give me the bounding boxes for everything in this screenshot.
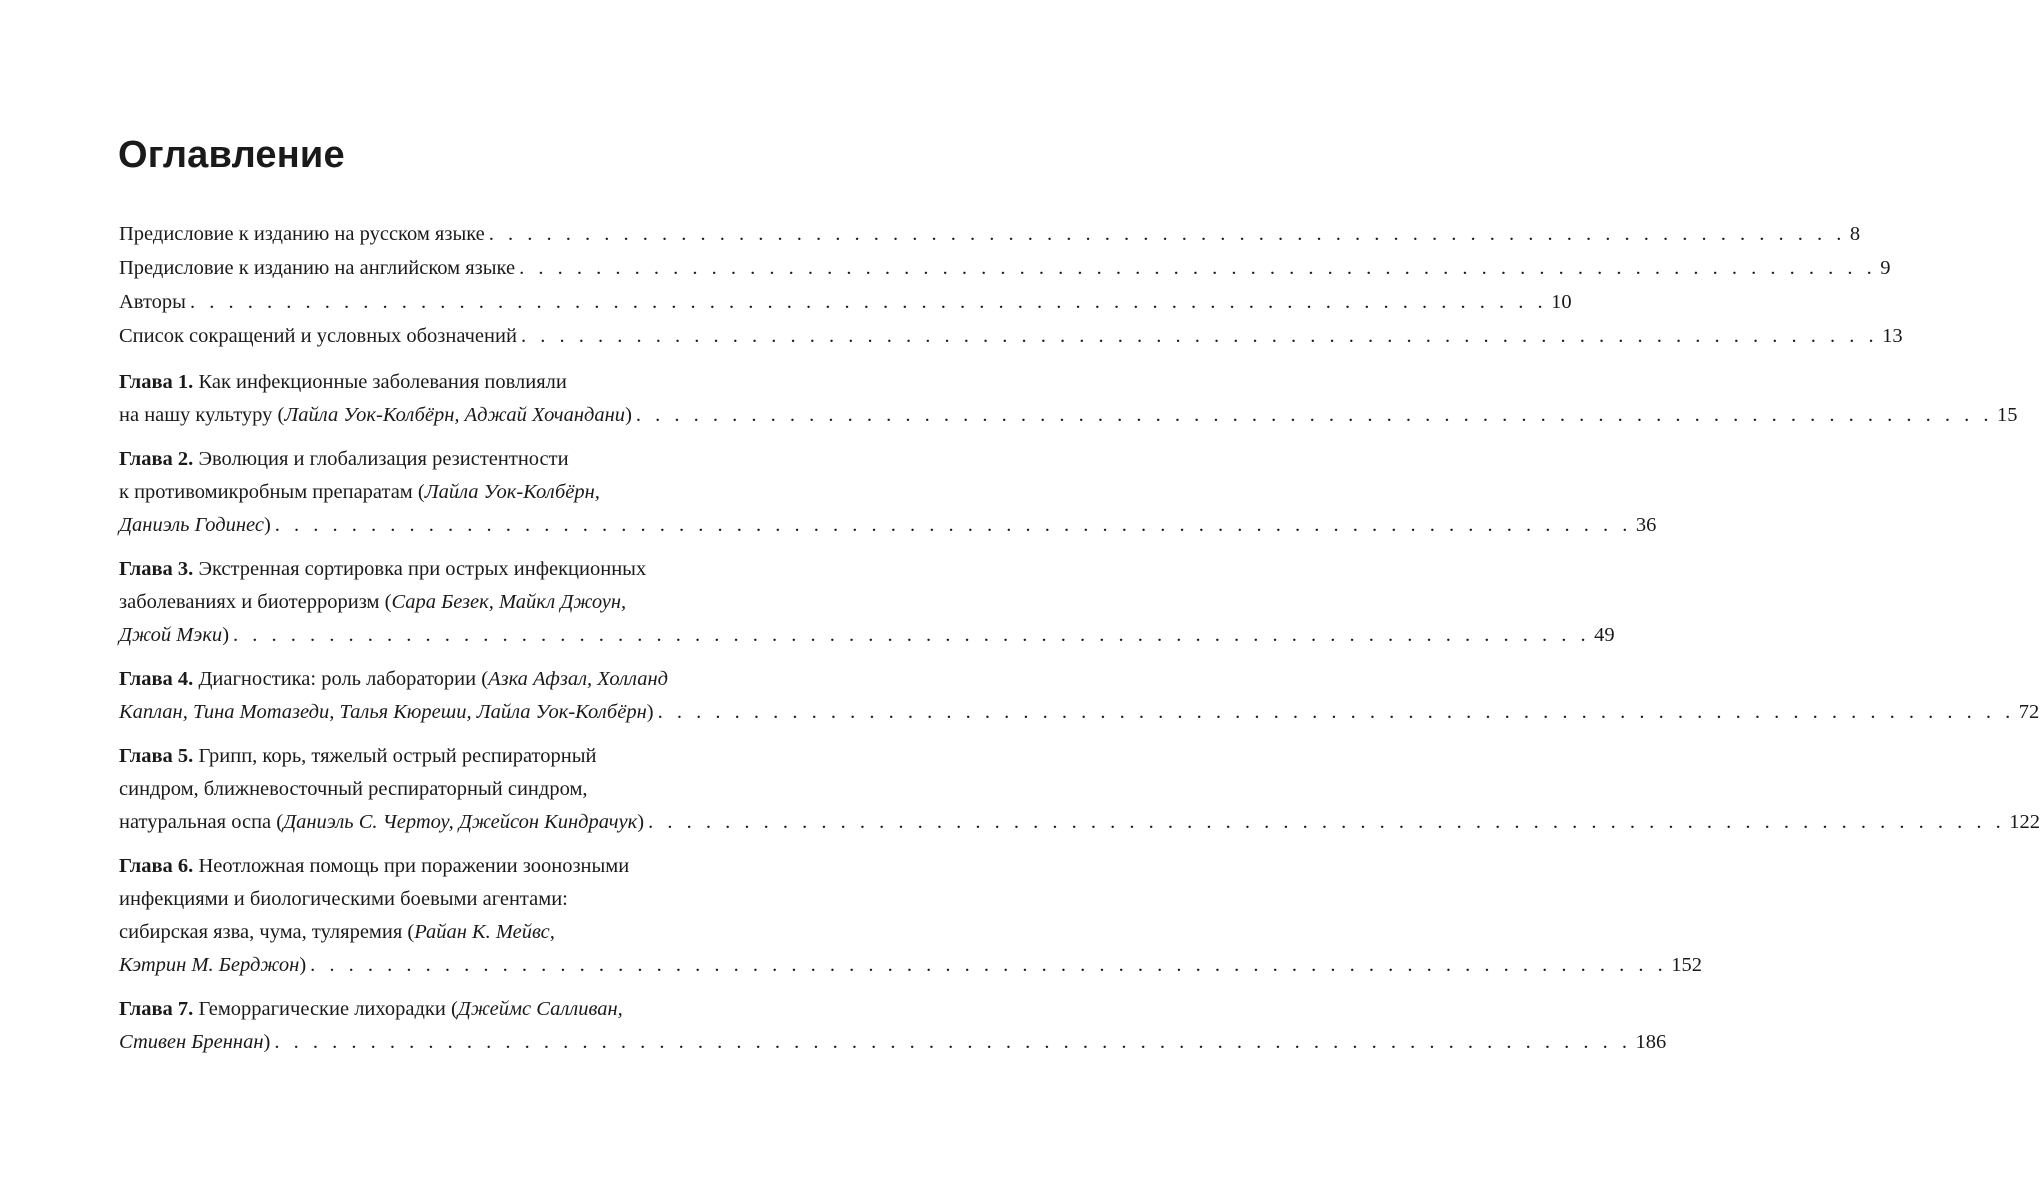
chapter-title: Экстренная сортировка при острых инфекционных xyxy=(198,558,647,580)
chapter-title-cont: инфекциями и биологическими боевыми агентами: xyxy=(119,888,568,910)
chapter-title-cont: к противомикробным препаратам ( xyxy=(119,481,425,503)
chapter-authors-cont: Джой Мэки xyxy=(119,624,223,646)
toc-page-number: 8 xyxy=(1849,223,1861,245)
toc-page-number: 9 xyxy=(1880,257,1891,279)
chapter-title-cont: сибирская язва, чума, туляремия ( xyxy=(119,921,415,943)
toc-entry-label: Список сокращений и условных обозначений xyxy=(119,325,517,347)
toc-entry-abbreviations[interactable] xyxy=(119,320,1903,354)
toc-chapter-6[interactable] xyxy=(119,850,1703,982)
chapter-number: Глава 1. xyxy=(119,371,194,393)
chapter-number: Глава 3. xyxy=(119,558,194,580)
chapter-number: Глава 4. xyxy=(119,668,194,690)
chapter-authors-cont: Кэтрин М. Берджон xyxy=(119,954,300,976)
toc-chapter-5[interactable] xyxy=(119,740,2040,839)
closing-paren: ) xyxy=(222,624,230,646)
chapter-authors-cont: Каплан, Тина Мотазеди, Талья Кюреши, Лайла Уок-Колбёрн xyxy=(119,701,647,723)
dot-leader: . . . . . . . . . . . . . . . . . . . . . . . . . . . . . . . . . . . . . . . . . . . . . . . . . . . . . . . . . . . . . . . . . . . . . . . xyxy=(648,811,2006,833)
dot-leader: . . . . . . . . . . . . . . . . . . . . . . . . . . . . . . . . . . . . . . . . . . . . . . . . . . . . . . . . . . . . . . . . . . . . . . . xyxy=(520,325,1879,347)
chapter-authors: Райан К. Мейвс, xyxy=(414,921,555,943)
toc-page-number: 122 xyxy=(2009,811,2040,833)
chapter-title: Эволюция и глобализация резистентности xyxy=(198,448,569,470)
toc-entry-label: Авторы xyxy=(119,291,186,313)
chapter-title-cont: на нашу культуру ( xyxy=(119,404,285,426)
toc-chapter-3[interactable] xyxy=(119,553,1615,652)
toc-page-number: 36 xyxy=(1635,514,1657,536)
dot-leader: . . . . . . . . . . . . . . . . . . . . . . . . . . . . . . . . . . . . . . . . . . . . . . . . . . . . . . . . . . . . . . . . . . . . . . . xyxy=(310,954,1668,976)
chapter-number: Глава 7. xyxy=(119,998,194,1020)
chapter-authors: Азка Афзал, Холланд xyxy=(488,668,669,690)
toc-page-number: 10 xyxy=(1551,291,1572,313)
toc-page-number: 15 xyxy=(1997,404,2018,426)
toc-entry-label: Предисловие к изданию на русском языке xyxy=(119,223,485,245)
toc-page-number: 49 xyxy=(1594,624,1615,646)
dot-leader: . . . . . . . . . . . . . . . . . . . . . . . . . . . . . . . . . . . . . . . . . . . . . . . . . . . . . . . . . . . . . . . . . . . . . . . xyxy=(488,223,1846,245)
toc-chapter-4[interactable] xyxy=(119,663,2040,729)
toc-entry-preface-ru[interactable] xyxy=(119,218,1861,252)
chapter-title: Как инфекционные заболевания повлияли xyxy=(198,371,567,393)
dot-leader: . . . . . . . . . . . . . . . . . . . . . . . . . . . . . . . . . . . . . . . . . . . . . . . . . . . . . . . . . . . . . . . . . . . . . . . xyxy=(274,1031,1632,1053)
closing-paren: ) xyxy=(299,954,307,976)
toc-chapter-2[interactable] xyxy=(119,443,1657,542)
chapter-number: Глава 2. xyxy=(119,448,194,470)
table-of-contents xyxy=(119,218,2040,1059)
toc-page-number: 13 xyxy=(1882,325,1903,347)
chapter-title: Грипп, корь, тяжелый острый респираторный xyxy=(198,745,597,767)
chapter-authors-cont: Стивен Бреннан xyxy=(119,1031,264,1053)
chapter-authors: Лайла Уок-Колбёрн, xyxy=(424,481,600,503)
dot-leader: . . . . . . . . . . . . . . . . . . . . . . . . . . . . . . . . . . . . . . . . . . . . . . . . . . . . . . . . . . . . . . . . . . . . . . . xyxy=(274,514,1632,536)
closing-paren: ) xyxy=(263,514,271,536)
dot-leader: . . . . . . . . . . . . . . . . . . . . . . . . . . . . . . . . . . . . . . . . . . . . . . . . . . . . . . . . . . . . . . . . . . . . . . . xyxy=(657,701,2015,723)
dot-leader: . . . . . . . . . . . . . . . . . . . . . . . . . . . . . . . . . . . . . . . . . . . . . . . . . . . . . . . . . . . . . . . . . . . . . . . xyxy=(635,404,1994,426)
chapter-title-cont: заболеваниях и биотерроризм ( xyxy=(119,591,392,613)
toc-page-number: 152 xyxy=(1671,954,1703,976)
dot-leader: . . . . . . . . . . . . . . . . . . . . . . . . . . . . . . . . . . . . . . . . . . . . . . . . . . . . . . . . . . . . . . . . . . . . . . . xyxy=(189,291,1548,313)
chapter-authors: Даниэль С. Чертоу, Джейсон Киндрачук xyxy=(283,811,638,833)
chapter-authors: Сара Безек, Майкл Джоун, xyxy=(391,591,627,613)
closing-paren: ) xyxy=(646,701,654,723)
chapter-title: Геморрагические лихорадки ( xyxy=(198,998,458,1020)
chapter-authors: Лайла Уок-Колбёрн, Аджай Хочандани xyxy=(284,404,626,426)
chapter-title-cont: синдром, ближневосточный респираторный синдром, xyxy=(119,778,588,800)
page-title: Оглавление xyxy=(118,134,345,176)
toc-entry-authors[interactable] xyxy=(119,286,1572,320)
toc-chapter-7[interactable] xyxy=(119,993,1667,1059)
chapter-number: Глава 5. xyxy=(119,745,194,767)
chapter-authors-cont: Даниэль Годинес xyxy=(119,514,264,536)
closing-paren: ) xyxy=(625,404,632,426)
toc-chapter-1[interactable] xyxy=(119,366,2018,432)
closing-paren: ) xyxy=(637,811,645,833)
chapter-authors: Джеймс Салливан, xyxy=(457,998,623,1020)
chapter-title: Диагностика: роль лаборатории ( xyxy=(198,668,489,690)
toc-entry-label: Предисловие к изданию на английском языке xyxy=(119,257,516,279)
dot-leader: . . . . . . . . . . . . . . . . . . . . . . . . . . . . . . . . . . . . . . . . . . . . . . . . . . . . . . . . . . . . . . . . . . . . . . . xyxy=(519,257,1877,279)
toc-page-number: 186 xyxy=(1635,1031,1667,1053)
chapter-title: Неотложная помощь при поражении зоонозными xyxy=(198,855,630,877)
toc-entry-preface-en[interactable] xyxy=(119,252,1891,286)
closing-paren: ) xyxy=(263,1031,271,1053)
toc-page-number: 72 xyxy=(2018,701,2040,723)
dot-leader: . . . . . . . . . . . . . . . . . . . . . . . . . . . . . . . . . . . . . . . . . . . . . . . . . . . . . . . . . . . . . . . . . . . . . . . xyxy=(233,624,1591,646)
chapter-title-cont: натуральная оспа ( xyxy=(119,811,284,833)
chapter-number: Глава 6. xyxy=(119,855,194,877)
